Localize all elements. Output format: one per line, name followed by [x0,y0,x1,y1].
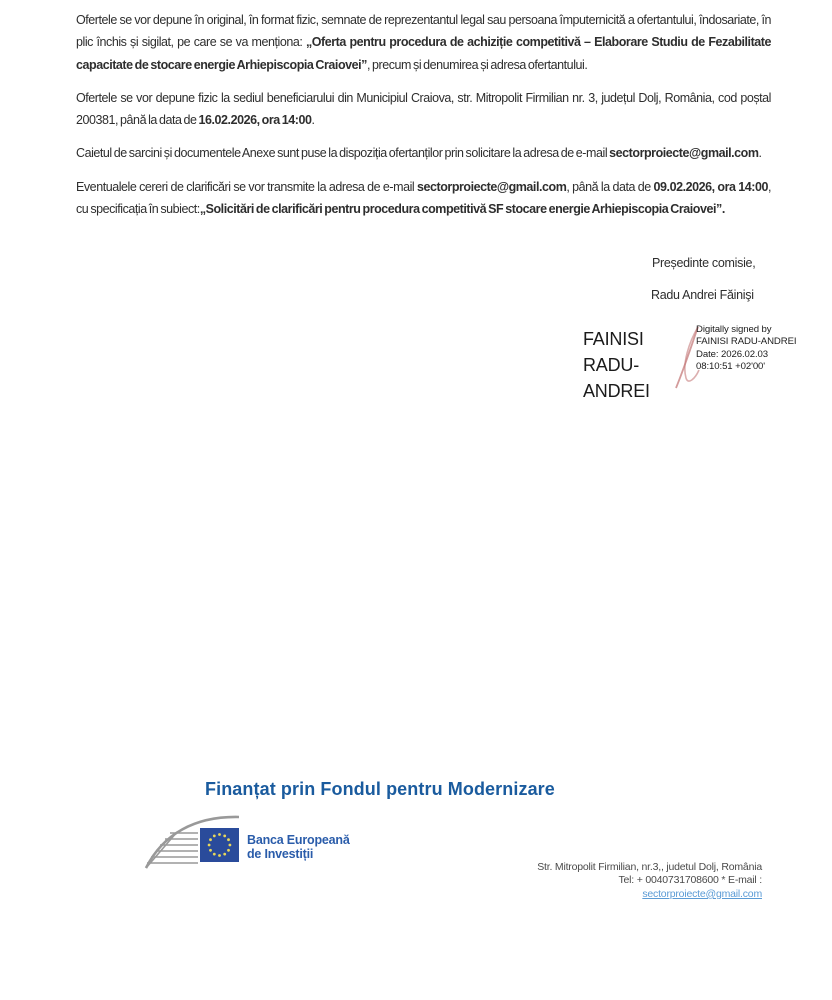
text-segment: Caietul de sarcini și documentele Anexe sunt puse la dispoziția ofertanților prin solicitare la adresa de e-mail [76,146,610,161]
eib-wordmark-line2: de Investiții [247,847,314,861]
signature-name: Radu Andrei Făinişi [651,288,754,302]
digital-signature-name-line1: FAINISI RADU- [583,329,644,375]
footer-contact [537,861,762,901]
text-segment: . [311,113,315,128]
text-segment: , cu specificația în subiect: [76,179,772,217]
text-segment: Eventualele cereri de clarificări se vor transmite la adresa de e-mail [76,179,417,194]
funding-title: Finanțat prin Fondul pentru Modernizare [205,779,555,799]
text-segment: Ofertele se vor depune în original, în format fizic, semnate de reprezentantul legal sau persoana împuternicită a ofertantului, îndosariate, în plic închis și sigilat, pe care se va menționa: [76,13,771,50]
digital-signature-detail-line: FAINISI RADU-ANDREI [696,336,797,348]
digital-signature-name-line2: ANDREI [583,381,650,401]
digital-signature-detail-line: Date: 2026.02.03 [696,348,769,360]
text-segment: Ofertele se vor depune fizic la sediul beneficiarului din Municipiul Craiova, str. Mitropolit Firmilian nr. 3, județul Dolj, România, cod poștal 200381, până la data de [76,90,771,128]
bold-segment: „Solicitări de clarificări pentru procedura competitivă SF stocare energie Arhiepiscopia Craiovei”. [199,202,725,217]
paragraph-submission-address [76,87,771,132]
signature-role: Președinte comisie, [652,256,756,270]
bold-segment: sectorproiecte@gmail.com [609,146,759,161]
contact-tel: Tel: + 0040731708600 * E-mail : [618,874,762,887]
eib-logo [143,810,368,874]
bold-segment: 16.02.2026, ora 14:00 [198,113,312,128]
bold-segment: 09.02.2026, ora 14:00 [653,179,768,194]
text-segment: , precum și denumirea și adresa ofertantului. [366,57,588,72]
digital-signature-details [696,324,806,374]
eib-wordmark-line1: Banca Europeană [247,833,350,847]
contact-email-link[interactable]: sectorproiecte@gmail.com [642,887,762,900]
text-segment: , până la data de [566,179,654,194]
text-segment: . [758,146,762,161]
paragraph-clarifications [76,176,771,221]
eu-flag [200,828,239,862]
contact-address: Str. Mitropolit Firmilian, nr.3,, judetul Dolj, România [537,861,762,873]
digital-signature-detail-line: Digitally signed by [696,324,772,335]
paragraph-tender-docs [76,142,771,164]
bold-segment: „Oferta pentru procedura de achiziție competitivă – Elaborare Studiu de Fezabilitate capacitate de stocare energie Arhiepiscopia Craiovei” [76,35,772,72]
bold-segment: sectorproiecte@gmail.com [417,179,567,194]
paragraph-offers-original [76,9,771,76]
document-body [76,9,771,231]
digital-signature-detail-line: 08:10:51 +02'00' [696,361,766,373]
